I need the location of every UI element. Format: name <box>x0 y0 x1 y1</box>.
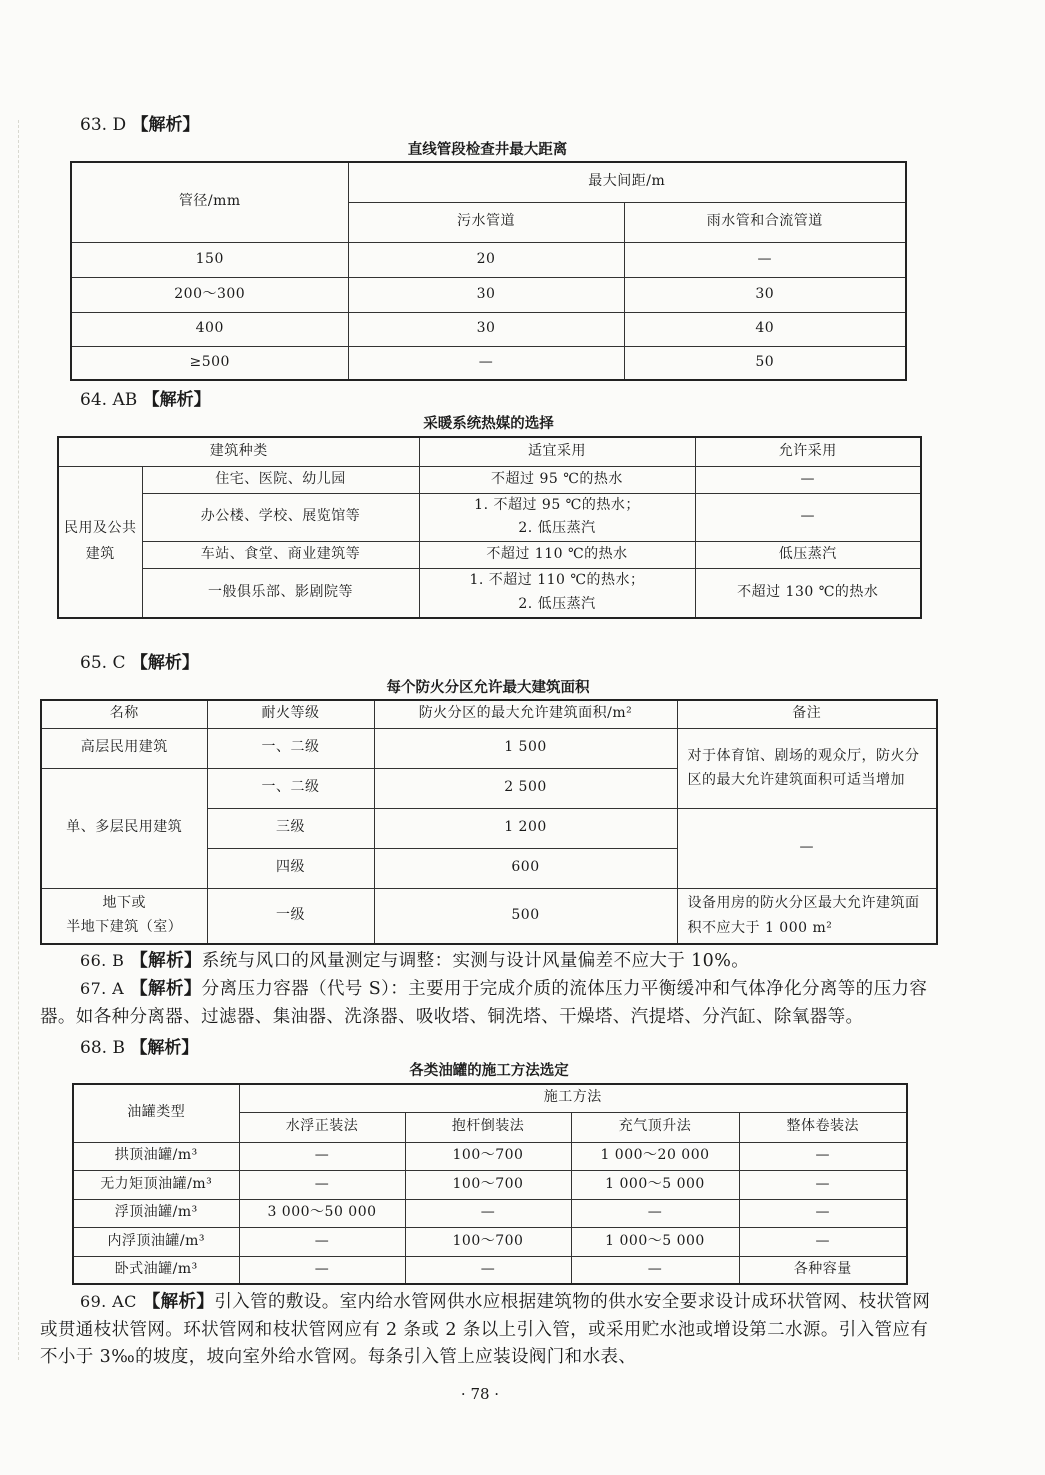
table-row <box>71 242 906 277</box>
table64-header-type: 建筑种类 <box>58 437 419 466</box>
table-cell: 不超过 110 ℃的热水 <box>419 542 695 569</box>
table-cell: — <box>739 1142 907 1170</box>
table-cell: 拱顶油罐/m³ <box>73 1142 239 1170</box>
table-row <box>73 1256 907 1284</box>
q63-tag: 【解析】 <box>131 115 200 135</box>
q67-text: 分离压力容器（代号 S）：主要用于完成介质的流体压力平衡缓冲和气体净化分离等的压力容器。如各种分离器、过滤器、集油器、洗涤器、吸收塔、铜洗塔、干燥塔、汽提塔、分汽缸、除氧器等。 <box>40 979 928 1027</box>
q68-tag: 【解析】 <box>130 1038 199 1058</box>
table-cell <box>419 493 695 542</box>
table-cell: — <box>739 1199 907 1227</box>
q64-tag: 【解析】 <box>142 390 211 410</box>
table-cell: 高层民用建筑 <box>41 728 207 768</box>
q68-heading <box>80 1033 198 1058</box>
table68-title: 各类油罐的施工方法选定 <box>409 1063 569 1079</box>
table-cell <box>41 888 207 944</box>
table-row <box>73 1170 907 1199</box>
table-cell: 一、二级 <box>207 728 374 768</box>
q67-tag: 【解析】 <box>130 979 202 999</box>
page-number: · 78 · <box>460 1385 500 1403</box>
cell-line: 1. 不超过 95 ℃的热水； <box>474 496 640 513</box>
table-cell: 600 <box>374 848 677 888</box>
table-cell: 500 <box>374 888 677 944</box>
q69-text: 引入管的敷设。室内给水管网供水应根据建筑物的供水安全要求设计成环状管网、枝状管网或贯通枝状管网。环状管网和枝状管网应有 2 条或 2 条以上引入管，或采用贮水池或增设第二水源。引入管应有不小于 3‰的坡度，坡向室外给水管网。每条引入管上应装设阀门和水表、 <box>40 1292 931 1367</box>
q66-number: 66. B <box>80 951 125 970</box>
table65-header-name: 名称 <box>41 700 207 728</box>
table65 <box>40 699 938 945</box>
q67-paragraph <box>40 975 940 1031</box>
table-cell: — <box>677 808 937 888</box>
table-cell: 1 000～20 000 <box>571 1142 739 1170</box>
table-cell: 对于体育馆、剧场的观众厅，防火分区的最大允许建筑面积可适当增加 <box>677 728 937 808</box>
q66-tag: 【解析】 <box>130 951 202 971</box>
q64-heading <box>80 385 211 410</box>
cell-line: 1. 不超过 110 ℃的热水； <box>469 572 645 589</box>
table63-header-pipe: 管径/mm <box>71 162 348 242</box>
table-cell: 各种容量 <box>739 1256 907 1284</box>
q65-tag: 【解析】 <box>130 653 199 673</box>
table-cell: 100～700 <box>405 1142 571 1170</box>
table-row <box>58 569 921 618</box>
q69-paragraph <box>40 1288 940 1372</box>
table-cell: 30 <box>624 277 906 312</box>
table63-title: 直线管段检查井最大距离 <box>407 142 568 158</box>
table-cell: 四级 <box>207 848 374 888</box>
table-cell: — <box>571 1256 739 1284</box>
table64-header-allowed: 允许采用 <box>695 437 921 466</box>
cell-line: 半地下建筑（室） <box>66 918 183 935</box>
table64 <box>57 436 922 619</box>
table-cell: 200～300 <box>71 277 348 312</box>
table-cell: 1 500 <box>374 728 677 768</box>
table-cell: 一、二级 <box>207 768 374 808</box>
binding-margin-line <box>18 120 19 1360</box>
table-cell: 单、多层民用建筑 <box>41 768 207 888</box>
table-row <box>71 277 906 312</box>
q66-text: 系统与风口的风量测定与调整：实测与设计风量偏差不应大于 10%。 <box>201 951 750 971</box>
table-cell: — <box>739 1227 907 1256</box>
table-cell: 3 000～50 000 <box>239 1199 405 1227</box>
table-cell: — <box>239 1256 405 1284</box>
table-cell: 400 <box>71 312 348 346</box>
table-row <box>73 1199 907 1227</box>
table-cell: 设备用房的防火分区最大允许建筑面积不应大于 1 000 m² <box>677 888 937 944</box>
table-cell: 住宅、医院、幼儿园 <box>142 466 419 493</box>
table63-header-max: 最大间距/m <box>348 162 906 202</box>
table-cell: 30 <box>348 312 624 346</box>
table-cell: 三级 <box>207 808 374 848</box>
table-row <box>58 542 921 569</box>
q63-number: 63. D <box>80 115 127 135</box>
table-cell: 100～700 <box>405 1227 571 1256</box>
q64-number: 64. AB <box>80 390 138 410</box>
table-cell: 无力矩顶油罐/m³ <box>73 1170 239 1199</box>
table-cell: 150 <box>71 242 348 277</box>
table-cell: 不超过 130 ℃的热水 <box>695 569 921 618</box>
table-cell: — <box>239 1142 405 1170</box>
table-cell: 1 000～5 000 <box>571 1170 739 1199</box>
table-row <box>73 1227 907 1256</box>
table-cell: ≥500 <box>71 346 348 380</box>
table-row <box>41 888 937 944</box>
table-cell: 2 500 <box>374 768 677 808</box>
cell-line: 2. 低压蒸汽 <box>518 520 596 537</box>
table64-group-label: 民用及公共建筑 <box>58 466 142 618</box>
table65-title: 每个防火分区允许最大建筑面积 <box>386 680 590 696</box>
table-cell: 不超过 95 ℃的热水 <box>419 466 695 493</box>
table-row <box>73 1142 907 1170</box>
table-cell: 1 000～5 000 <box>571 1227 739 1256</box>
table-cell <box>419 569 695 618</box>
table-cell: — <box>239 1227 405 1256</box>
table68-header-type: 油罐类型 <box>73 1084 239 1142</box>
table-cell: — <box>239 1170 405 1199</box>
table68-header-method: 施工方法 <box>239 1084 907 1112</box>
q67-number: 67. A <box>80 979 125 998</box>
table-cell: — <box>739 1170 907 1199</box>
table68-header-col: 整体卷装法 <box>739 1112 907 1142</box>
table68 <box>72 1083 908 1285</box>
q69-tag: 【解析】 <box>142 1292 215 1312</box>
cell-line: 地下或 <box>102 894 146 911</box>
table-cell: 办公楼、学校、展览馆等 <box>142 493 419 542</box>
table-row <box>71 312 906 346</box>
table-cell: — <box>695 493 921 542</box>
q66-paragraph <box>80 947 950 976</box>
table-cell: — <box>405 1199 571 1227</box>
table-cell: 车站、食堂、商业建筑等 <box>142 542 419 569</box>
table-cell: 低压蒸汽 <box>695 542 921 569</box>
table63-header-sewage: 污水管道 <box>348 202 624 242</box>
table64-title: 采暖系统热媒的选择 <box>423 416 554 432</box>
table-row <box>41 728 937 768</box>
table-cell: 1 200 <box>374 808 677 848</box>
table68-header-col: 抱杆倒装法 <box>405 1112 571 1142</box>
q65-heading <box>80 648 199 673</box>
table-row <box>71 346 906 380</box>
table-cell: 内浮顶油罐/m³ <box>73 1227 239 1256</box>
table-cell: — <box>405 1256 571 1284</box>
table-cell: 一般俱乐部、影剧院等 <box>142 569 419 618</box>
table68-header-col: 充气顶升法 <box>571 1112 739 1142</box>
table-cell: 浮顶油罐/m³ <box>73 1199 239 1227</box>
table-cell: 30 <box>348 277 624 312</box>
table-cell: 50 <box>624 346 906 380</box>
table-cell: 40 <box>624 312 906 346</box>
table65-header-note: 备注 <box>677 700 937 728</box>
table63 <box>70 161 907 381</box>
table65-header-grade: 耐火等级 <box>207 700 374 728</box>
table64-header-suitable: 适宜采用 <box>419 437 695 466</box>
table-cell: 20 <box>348 242 624 277</box>
table-row <box>58 466 921 493</box>
table-cell: — <box>348 346 624 380</box>
q68-number: 68. B <box>80 1038 125 1058</box>
q63-heading <box>80 110 199 135</box>
q65-number: 65. C <box>80 653 126 673</box>
table65-header-area: 防火分区的最大允许建筑面积/m² <box>374 700 677 728</box>
table-cell: — <box>624 242 906 277</box>
table63-header-rain: 雨水管和合流管道 <box>624 202 906 242</box>
table68-header-col: 水浮正装法 <box>239 1112 405 1142</box>
table-row <box>58 493 921 542</box>
table-cell: — <box>571 1199 739 1227</box>
table-cell: 100～700 <box>405 1170 571 1199</box>
table-cell: 卧式油罐/m³ <box>73 1256 239 1284</box>
cell-line: 2. 低压蒸汽 <box>518 595 596 612</box>
table-cell: — <box>695 466 921 493</box>
table-cell: 一级 <box>207 888 374 944</box>
q69-number: 69. AC <box>80 1292 137 1311</box>
